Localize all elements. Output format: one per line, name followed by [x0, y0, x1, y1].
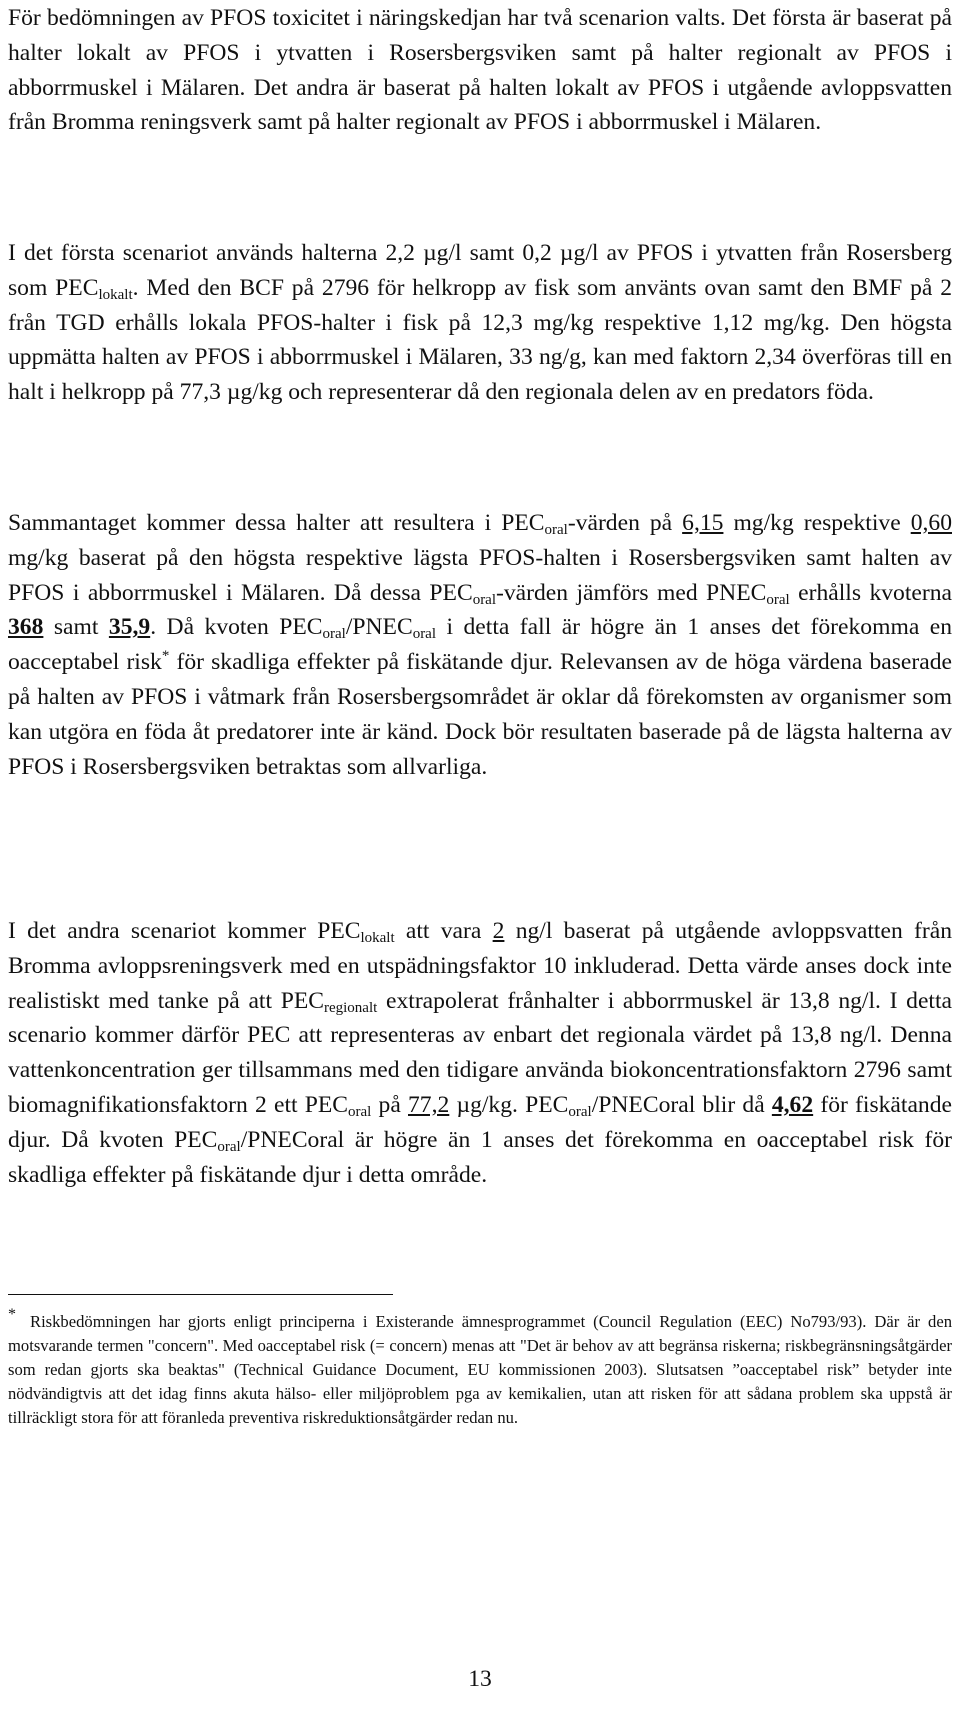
paragraph-2-text-a: I det första scenariot används halterna 2,2 µg/l samt 0,2 µg/l av PFOS i ytvatten från Rosersberg som PEC	[8, 240, 952, 301]
p3-text-2: -värden på	[567, 510, 683, 536]
subscript-lokalt: lokalt	[360, 930, 395, 946]
footnote-reference: *	[161, 648, 170, 665]
p3-text-9: /PNEC	[345, 614, 413, 641]
paragraph-first-scenario	[8, 236, 952, 410]
subscript-oral: oral	[544, 522, 568, 538]
underlined-value-0-60: 0,60	[910, 510, 952, 536]
p3-text-6: erhålls kvoterna	[789, 579, 953, 606]
p4-text-9: /PNECoral är högre än 1 anses det förekomma en oacceptabel risk för skadliga effekter på fiskätande djur i detta område.	[8, 1126, 952, 1188]
p3-text-4: mg/kg baserat på den högsta respektive lägsta PFOS-halten i Rosersbergsviken samt halten av PFOS i abborrmuskel i Mälaren. Då dessa PEC	[8, 544, 952, 606]
subscript-oral: oral	[217, 1138, 241, 1155]
p4-text-5: på	[371, 1091, 408, 1118]
footnote-text: Riskbedömningen har gjorts enligt principerna i Existerande ämnesprogrammet (Council Regulation (EEC) No793/93). Där är den motsvarande termen "concern". Med oacceptabel risk (= concern) menas att "Det är behov av att begränsa riskerna; riskbegränsningsåtgärder som redan gjorts ska beaktas" (Technical Guidance Document, EU kommissionen 2003). Slutsatsen ”oacceptabel risk” betyder inte nödvändigtvis att det idag finns akuta hälso- eller miljöproblem pga av kemikalien, utan att risken för att sådana problem ska uppstå är tillräckligt stora för att föranleda preventiva riskreduktionsåtgärder redan nu.	[8, 1312, 952, 1428]
bold-quotient-368: 368	[8, 614, 44, 641]
subscript-oral: oral	[348, 1103, 372, 1120]
subscript-oral: oral	[472, 591, 497, 608]
p4-text-7: /PNECoral blir då	[591, 1091, 772, 1118]
subscript-oral: oral	[766, 591, 790, 608]
bold-quotient-35-9: 35,9	[108, 614, 151, 641]
paragraph-second-scenario	[8, 914, 952, 1192]
p3-text-8: . Då kvoten PEC	[150, 614, 323, 641]
underlined-value-6-15: 6,15	[682, 510, 724, 536]
paragraph-scenarios-intro	[8, 1, 952, 140]
subscript-regionalt: regionalt	[323, 999, 378, 1016]
bold-quotient-4-62: 4,62	[771, 1091, 814, 1118]
paragraph-summary-results	[8, 506, 952, 784]
underlined-value-2: 2	[492, 918, 505, 944]
p3-text-7: samt	[43, 614, 109, 641]
subscript-oral: oral	[568, 1103, 592, 1120]
subscript-oral: oral	[412, 626, 437, 643]
footnote-separator	[8, 1294, 393, 1295]
p3-text-5: -värden jämförs med PNEC	[496, 579, 767, 606]
page-number: 13	[468, 1666, 492, 1692]
p3-text-10: i detta fall är högre än 1 anses det förekomma en oacceptabel risk	[8, 614, 953, 676]
underlined-value-77-2: 77,2	[408, 1091, 450, 1118]
footnote	[8, 1306, 952, 1430]
paragraph-1-text: För bedömningen av PFOS toxicitet i näringskedjan har två scenarion valts. Det första är baserat på halter lokalt av PFOS i ytvatten i Rosersbergsviken samt på halter regionalt av PFOS i abborrmuskel i Mälaren. Det andra är baserat på halten lokalt av PFOS i utgående avloppsvatten från Bromma reningsverk samt på halter regionalt av PFOS i abborrmuskel i Mälaren.	[8, 5, 952, 136]
subscript-lokalt: lokalt	[98, 286, 133, 303]
p4-text-2: att vara	[394, 918, 493, 944]
p3-text-3: mg/kg respektive	[723, 510, 911, 536]
p4-text-4: extrapolerat frånhalter i abborrmuskel är 13,8 ng/l. I detta scenario kommer därför PEC att representeras av enbart det regionala värdet på 13,8 ng/l. Denna vattenkoncentration ger tillsammans med den tidigare använda biokoncentrationsfaktorn 2796 samt biomagnifikationsfaktorn 2 ett PEC	[8, 987, 952, 1118]
p3-text-11: för skadliga effekter på fiskätande djur. Relevansen av de höga värdena baserade på halten av PFOS i våtmark från Rosersbergsområdet är oklar då förekomsten av organismer som kan utgöra en föda åt predatorer inte är känd. Dock bör resultaten baserade på de lägsta halterna av PFOS i Rosersbergsviken betraktas som allvarliga.	[8, 649, 952, 780]
subscript-oral: oral	[322, 626, 346, 643]
p4-text-8: för fiskätande djur. Då kvoten PEC	[8, 1091, 952, 1153]
p3-text-1: Sammantaget kommer dessa halter att resultera i PEC	[8, 510, 545, 536]
p4-text-3: ng/l baserat på utgående avloppsvatten från Bromma avloppsreningsverk med en utspädningsfaktor 10 inkluderad. Detta värde anses dock inte realistiskt med tanke på att PEC	[8, 918, 952, 1014]
footnote-marker: *	[8, 1306, 16, 1323]
paragraph-2-text-b: . Med den BCF på 2796 för helkropp av fisk som använts ovan samt den BMF på 2 från TGD erhålls lokala PFOS-halter i fisk på 12,3 mg/kg respektive 1,12 mg/kg. Den högsta uppmätta halten av PFOS i abborrmuskel i Mälaren, 33 ng/g, kan med faktorn 2,34 överföras till en halt i helkropp på 77,3 µg/kg och representerar då den regionala delen av en predators föda.	[8, 274, 953, 406]
p4-text-1: I det andra scenariot kommer PEC	[8, 918, 361, 944]
p4-text-6: µg/kg. PEC	[449, 1091, 569, 1118]
